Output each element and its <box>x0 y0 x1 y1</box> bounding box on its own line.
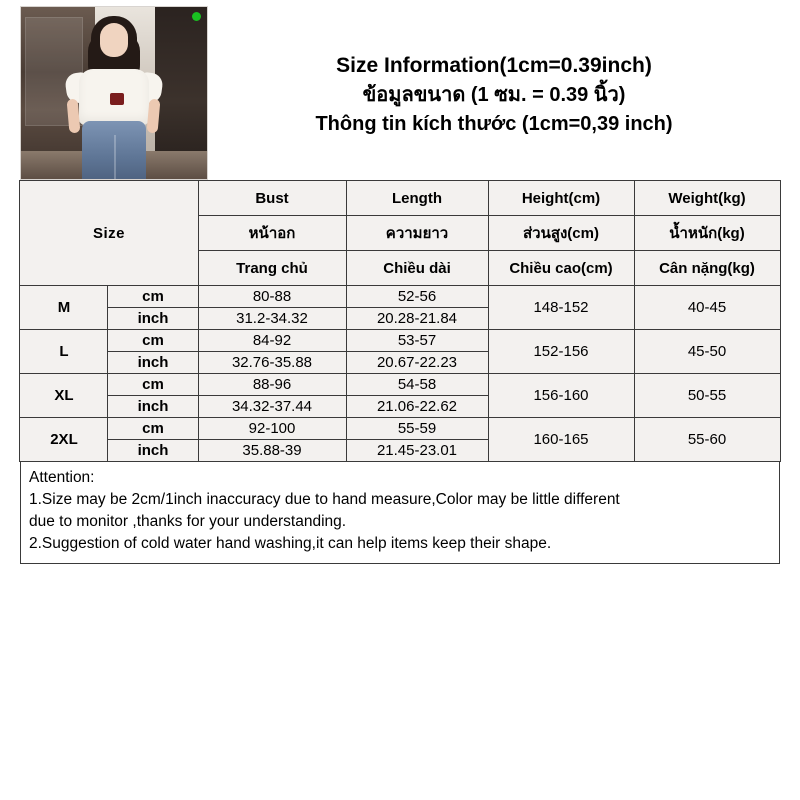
row-size-2xl: 2XL <box>20 418 108 462</box>
header-length-en: Length <box>346 181 488 216</box>
unit-cm-xl: cm <box>108 374 198 396</box>
model-face <box>100 23 128 57</box>
header-weight-th: น้ำหนัก(kg) <box>634 216 780 251</box>
height-m: 148-152 <box>488 286 634 330</box>
length-cm-2xl: 55-59 <box>346 418 488 440</box>
weight-xl: 50-55 <box>634 374 780 418</box>
attention-line-1: 1.Size may be 2cm/1inch inaccuracy due to hand measure,Color may be little different <box>29 491 620 508</box>
header-height-en: Height(cm) <box>488 181 634 216</box>
length-cm-l: 53-57 <box>346 330 488 352</box>
header-weight-vi: Cân nặng(kg) <box>634 251 780 286</box>
header-height-vi: Chiều cao(cm) <box>488 251 634 286</box>
table-row <box>20 330 780 352</box>
unit-cm-2xl: cm <box>108 418 198 440</box>
title-english: Size Information(1cm=0.39inch) <box>336 53 652 77</box>
unit-inch-xl: inch <box>108 396 198 418</box>
title-block <box>208 6 780 180</box>
header-bust-en: Bust <box>198 181 346 216</box>
size-table <box>19 180 780 462</box>
weight-2xl: 55-60 <box>634 418 780 462</box>
row-size-m: M <box>20 286 108 330</box>
height-l: 152-156 <box>488 330 634 374</box>
bust-cm-m: 80-88 <box>198 286 346 308</box>
length-inch-2xl: 21.45-23.01 <box>346 440 488 462</box>
table-row <box>20 286 780 308</box>
table-header-row-en <box>20 181 780 216</box>
height-2xl: 160-165 <box>488 418 634 462</box>
row-size-xl: XL <box>20 374 108 418</box>
length-cm-xl: 54-58 <box>346 374 488 396</box>
header <box>20 0 780 180</box>
green-status-dot <box>192 12 201 21</box>
unit-cm-m: cm <box>108 286 198 308</box>
header-length-th: ความยาว <box>346 216 488 251</box>
length-inch-xl: 21.06-22.62 <box>346 396 488 418</box>
bust-inch-l: 32.76-35.88 <box>198 352 346 374</box>
bust-inch-m: 31.2-34.32 <box>198 308 346 330</box>
weight-l: 45-50 <box>634 330 780 374</box>
unit-inch-m: inch <box>108 308 198 330</box>
bust-inch-2xl: 35.88-39 <box>198 440 346 462</box>
unit-inch-l: inch <box>108 352 198 374</box>
table-row <box>20 418 780 440</box>
table-row <box>20 374 780 396</box>
length-cm-m: 52-56 <box>346 286 488 308</box>
attention-line-2: due to monitor ,thanks for your understanding. <box>29 513 347 530</box>
bust-cm-l: 84-92 <box>198 330 346 352</box>
header-bust-th: หน้าอก <box>198 216 346 251</box>
unit-cm-l: cm <box>108 330 198 352</box>
weight-m: 40-45 <box>634 286 780 330</box>
bust-cm-xl: 88-96 <box>198 374 346 396</box>
height-xl: 156-160 <box>488 374 634 418</box>
attention-block <box>20 462 780 564</box>
attention-line-3: 2.Suggestion of cold water hand washing,it can help items keep their shape. <box>29 535 552 552</box>
header-weight-en: Weight(kg) <box>634 181 780 216</box>
title-thai: ข้อมูลขนาด (1 ซม. = 0.39 นิ้ว) <box>362 84 626 107</box>
model-jeans <box>82 121 146 180</box>
unit-inch-2xl: inch <box>108 440 198 462</box>
length-inch-m: 20.28-21.84 <box>346 308 488 330</box>
row-size-l: L <box>20 330 108 374</box>
product-photo <box>20 6 208 180</box>
length-inch-l: 20.67-22.23 <box>346 352 488 374</box>
bust-cm-2xl: 92-100 <box>198 418 346 440</box>
bust-inch-xl: 34.32-37.44 <box>198 396 346 418</box>
header-length-vi: Chiều dài <box>346 251 488 286</box>
model-top-logo <box>110 93 124 105</box>
header-bust-vi: Trang chủ <box>198 251 346 286</box>
header-height-th: ส่วนสูง(cm) <box>488 216 634 251</box>
title-vietnamese: Thông tin kích thước (1cm=0,39 inch) <box>315 113 673 136</box>
attention-heading: Attention: <box>29 469 95 486</box>
header-size-label: Size <box>20 181 198 286</box>
